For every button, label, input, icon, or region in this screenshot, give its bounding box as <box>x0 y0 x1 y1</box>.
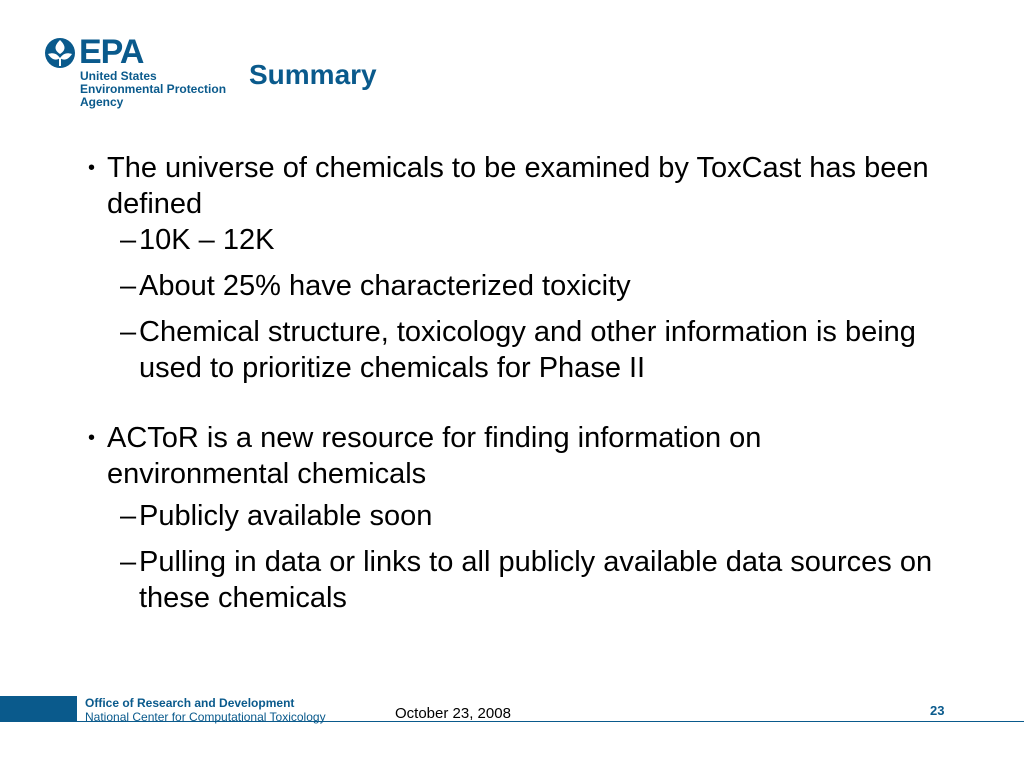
bullet-text: ACToR is a new resource for finding information on environmental chemicals <box>107 422 762 490</box>
dash-icon: – <box>120 224 137 256</box>
dash-icon: – <box>120 500 137 532</box>
dash-icon: – <box>120 270 137 302</box>
sub-bullet-text: 10K – 12K <box>139 224 275 256</box>
bullet-item <box>88 150 948 222</box>
sub-bullet-item <box>88 268 948 304</box>
sub-bullet-text: About 25% have characterized toxicity <box>139 270 631 302</box>
bullet-dot-icon: • <box>88 427 96 449</box>
bullet-item <box>88 420 948 492</box>
dash-icon: – <box>120 316 137 348</box>
sub-bullet-item <box>88 544 948 616</box>
slide-content <box>88 150 948 616</box>
dash-icon: – <box>120 546 137 578</box>
page-number: 23 <box>930 703 945 718</box>
sub-bullet-text: Pulling in data or links to all publicly available data sources on these chemicals <box>139 546 933 614</box>
sub-bullet-item <box>88 498 948 534</box>
logo-agency-name <box>80 70 240 109</box>
slide-title: Summary <box>249 59 377 90</box>
epa-wordmark: EPA <box>79 33 144 71</box>
footer-date: October 23, 2008 <box>395 705 511 722</box>
footer-accent-bar <box>0 696 77 722</box>
bullet-text: The universe of chemicals to be examined by ToxCast has been defined <box>107 152 929 220</box>
bullet-dot-icon: • <box>88 157 96 179</box>
sub-bullet-item <box>88 314 948 386</box>
sub-bullet-text: Chemical structure, toxicology and other information is being used to prioritize chemicals for Phase II <box>139 316 916 384</box>
footer-office: Office of Research and Development <box>85 696 295 710</box>
sub-bullet-item <box>88 222 948 258</box>
logo-line-2: Environmental Protection <box>80 82 227 96</box>
epa-logo <box>44 33 234 112</box>
footer-center: National Center for Computational Toxicology <box>85 710 326 724</box>
logo-line-3: Agency <box>80 95 124 109</box>
logo-line-1: United States <box>80 69 157 83</box>
sub-bullet-text: Publicly available soon <box>139 500 433 532</box>
